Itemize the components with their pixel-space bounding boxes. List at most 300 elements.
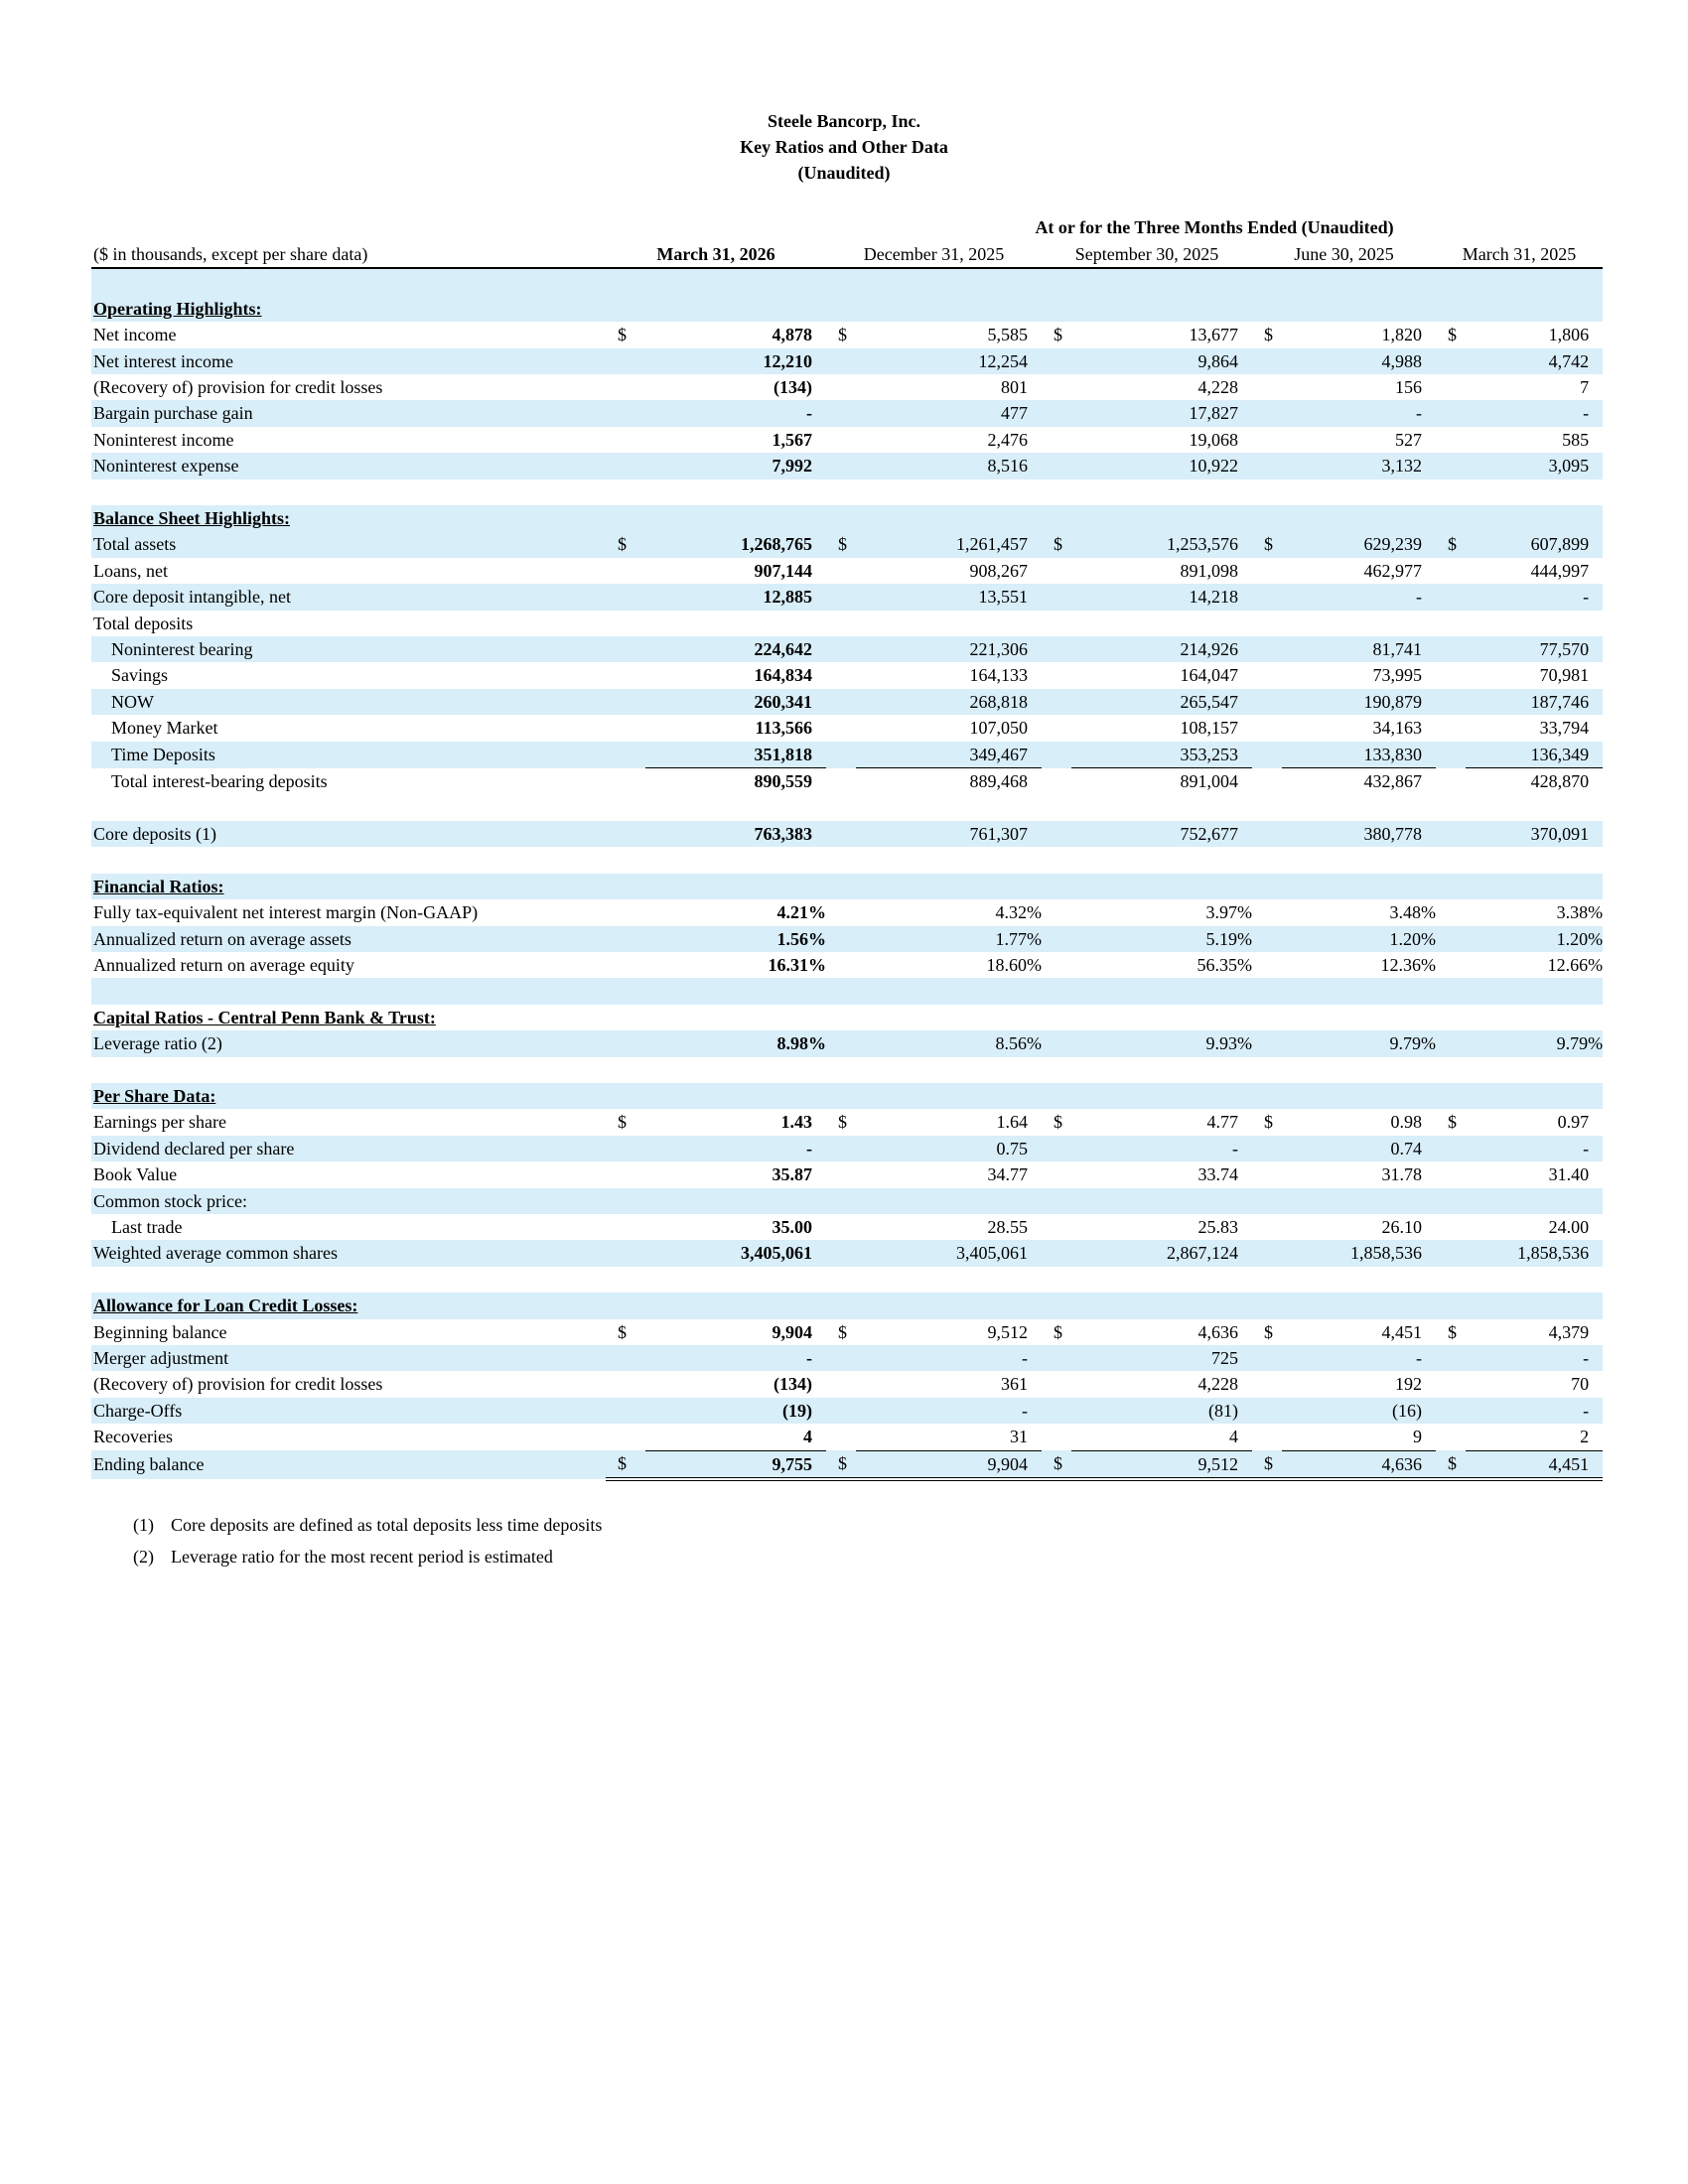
spacer-row [91, 795, 1603, 821]
table-row [91, 558, 1603, 584]
empty-cell [826, 1424, 856, 1450]
row-label: Savings [111, 665, 169, 686]
value-cell: 221,306 [856, 636, 1042, 662]
value-cell: 907,144 [754, 560, 812, 581]
value-cell: 380,778 [1282, 821, 1436, 847]
empty-cell [1436, 1345, 1466, 1371]
value-cell: 4,228 [1197, 377, 1238, 398]
row-label: Noninterest expense [91, 453, 606, 478]
value-cell: 4 [645, 1424, 826, 1450]
empty-cell [1252, 374, 1282, 400]
value-cell: 73,995 [1372, 665, 1422, 686]
empty-cell [1436, 742, 1466, 768]
empty-cell [826, 952, 856, 978]
empty-cell [826, 558, 856, 584]
value-cell: - [856, 1345, 1042, 1371]
empty-cell [1252, 1424, 1282, 1450]
table-row [91, 899, 1603, 925]
empty-cell [606, 1371, 645, 1397]
section-header-row [91, 874, 1603, 899]
value-cell: 4,451 [1466, 1450, 1603, 1479]
value-cell: 12,210 [645, 348, 826, 374]
table-row [91, 611, 1603, 636]
empty-cell [1436, 348, 1466, 374]
value-cell: 1,261,457 [856, 531, 1042, 557]
value-cell: 9,512 [1071, 1450, 1252, 1479]
value-cell: 1.77% [856, 926, 1042, 952]
value-cell: 477 [856, 400, 1042, 426]
value-cell: - [1071, 1136, 1252, 1161]
value-cell: - [1282, 400, 1436, 426]
empty-cell [1042, 715, 1071, 741]
section-header-row [91, 1005, 1603, 1030]
row-label: Noninterest bearing [91, 636, 606, 662]
currency-symbol: $ [618, 325, 627, 345]
value-cell: 761,307 [856, 821, 1042, 847]
row-label: Last trade [111, 1216, 183, 1237]
value-cell: 4.32% [995, 902, 1042, 923]
empty-cell [606, 874, 1603, 899]
value-cell [645, 611, 826, 636]
value-cell: 4,379 [1548, 1321, 1590, 1342]
value-cell: 133,830 [1282, 742, 1436, 768]
value-cell: 24.00 [1548, 1216, 1590, 1237]
empty-cell [1436, 1136, 1466, 1161]
empty-cell [1436, 899, 1466, 925]
table-row [91, 1188, 1603, 1214]
value-cell: 265,547 [1071, 689, 1252, 715]
empty-cell [826, 584, 856, 610]
empty-cell [606, 584, 645, 610]
value-cell: 5,585 [987, 325, 1028, 345]
value-cell: 1,806 [1548, 325, 1590, 345]
currency-symbol: $ [1042, 1450, 1071, 1479]
value-cell: 0.98 [1390, 1112, 1422, 1133]
key-ratios-table [91, 214, 1603, 1481]
empty-cell [1436, 400, 1466, 426]
value-cell: 9,864 [1071, 348, 1252, 374]
value-cell: 70,981 [1539, 665, 1590, 686]
empty-cell [826, 1136, 856, 1161]
empty-cell [826, 742, 856, 768]
value-cell: 13,551 [856, 584, 1042, 610]
value-cell: 5.19% [1071, 926, 1252, 952]
value-cell: 4,878 [772, 325, 812, 345]
value-cell: 14,218 [1071, 584, 1252, 610]
empty-cell [1042, 558, 1071, 584]
value-cell: 4,742 [1466, 348, 1603, 374]
table-row [91, 400, 1603, 426]
value-cell: (134) [774, 1374, 812, 1395]
value-cell: 10,922 [1071, 453, 1252, 478]
value-cell: 4,636 [1197, 1321, 1238, 1342]
footnote [133, 1515, 602, 1536]
table-row [91, 453, 1603, 478]
empty-cell [1042, 348, 1071, 374]
value-cell: 1,253,576 [1071, 531, 1252, 557]
row-label: Merger adjustment [91, 1345, 606, 1371]
table-row [91, 1030, 1603, 1056]
value-cell: 28.55 [987, 1216, 1028, 1237]
column-header-row [91, 240, 1603, 268]
footnote-text: Core deposits are defined as total deposits less time deposits [171, 1515, 603, 1535]
empty-cell [606, 926, 645, 952]
spacer-row [91, 1057, 1603, 1083]
empty-cell [1252, 611, 1282, 636]
currency-symbol: $ [606, 531, 645, 557]
empty-cell [1436, 611, 1466, 636]
currency-symbol: $ [1436, 1450, 1466, 1479]
empty-cell [1042, 1345, 1071, 1371]
empty-cell [826, 1240, 856, 1266]
row-label: (Recovery of) provision for credit losses [93, 377, 383, 398]
empty-cell [606, 1161, 645, 1187]
empty-cell [1252, 348, 1282, 374]
empty-cell [1436, 768, 1466, 795]
table-row [91, 322, 1603, 347]
empty-cell [826, 400, 856, 426]
value-cell: 801 [1001, 377, 1028, 398]
value-cell: 432,867 [1363, 771, 1422, 792]
value-cell: 268,818 [856, 689, 1042, 715]
empty-cell [1252, 1345, 1282, 1371]
value-cell: 9,904 [772, 1321, 812, 1342]
table-row [91, 689, 1603, 715]
section-title: Financial Ratios: [91, 874, 606, 899]
value-cell: 31 [856, 1424, 1042, 1450]
value-cell: 16.31% [768, 954, 826, 975]
empty-cell [1042, 374, 1071, 400]
currency-symbol: $ [1054, 1321, 1062, 1342]
section-title: Operating Highlights: [91, 296, 606, 322]
row-label: Net interest income [91, 348, 606, 374]
value-cell [1282, 1188, 1436, 1214]
empty-cell [606, 715, 645, 741]
empty-cell [606, 1083, 1603, 1109]
row-label: Dividend declared per share [91, 1136, 606, 1161]
table-row [91, 1109, 1603, 1135]
empty-cell [606, 558, 645, 584]
value-cell: - [1466, 400, 1603, 426]
section-header-row [91, 505, 1603, 531]
table-row [91, 531, 1603, 557]
value-cell: 7 [1580, 377, 1590, 398]
currency-symbol: $ [838, 1321, 847, 1342]
table-row [91, 742, 1603, 768]
currency-symbol: $ [1054, 325, 1062, 345]
empty-cell [606, 742, 645, 768]
value-cell: (19) [645, 1398, 826, 1424]
spacer-row [91, 479, 1603, 505]
value-cell: 214,926 [1071, 636, 1252, 662]
value-cell: (81) [1071, 1398, 1252, 1424]
value-cell [1466, 611, 1603, 636]
empty-cell [1252, 899, 1282, 925]
empty-cell [1042, 636, 1071, 662]
row-label: Ending balance [91, 1450, 606, 1479]
empty-cell [1436, 636, 1466, 662]
table-row [91, 1450, 1603, 1479]
column-header: March 31, 2025 [1436, 240, 1603, 268]
value-cell: 3,132 [1282, 453, 1436, 478]
empty-cell [826, 662, 856, 688]
empty-cell [1436, 1398, 1466, 1424]
value-cell: 725 [1071, 1345, 1252, 1371]
currency-symbol: $ [1264, 1112, 1273, 1133]
empty-cell [826, 453, 856, 478]
value-cell: 187,746 [1466, 689, 1603, 715]
empty-cell [826, 1161, 856, 1187]
value-cell: 8.98% [645, 1030, 826, 1056]
company-name: Steele Bancorp, Inc. [768, 111, 920, 131]
row-label: Total assets [91, 531, 606, 557]
empty-cell [1252, 558, 1282, 584]
row-label: Beginning balance [93, 1321, 227, 1342]
value-cell: - [645, 1345, 826, 1371]
empty-cell [1436, 374, 1466, 400]
row-label: Total deposits [93, 613, 194, 633]
value-cell: 1.64 [996, 1112, 1028, 1133]
value-cell: 3,405,061 [645, 1240, 826, 1266]
value-cell: 1,820 [1381, 325, 1422, 345]
empty-cell [1042, 1030, 1071, 1056]
value-cell: 9.79% [1466, 1030, 1603, 1056]
value-cell: 192 [1395, 1374, 1422, 1395]
table-row [91, 636, 1603, 662]
empty-cell [826, 611, 856, 636]
empty-cell [606, 611, 645, 636]
period-heading: At or for the Three Months Ended (Unaudited) [1035, 217, 1394, 237]
row-label: Annualized return on average equity [93, 954, 354, 975]
value-cell: 34.77 [987, 1164, 1028, 1185]
section-header-row [91, 1293, 1603, 1318]
value-cell: 35.87 [772, 1164, 812, 1185]
value-cell: 1.43 [780, 1112, 812, 1133]
empty-cell [1042, 427, 1071, 453]
value-cell: 4,636 [1282, 1450, 1436, 1479]
currency-symbol: $ [1252, 1450, 1282, 1479]
empty-cell [606, 1136, 645, 1161]
value-cell: 136,349 [1466, 742, 1603, 768]
row-label: Time Deposits [91, 742, 606, 768]
empty-cell [606, 636, 645, 662]
value-cell: 0.97 [1557, 1112, 1590, 1133]
spacer-cell [91, 978, 1603, 1004]
empty-cell [1436, 453, 1466, 478]
column-header: December 31, 2025 [826, 240, 1042, 268]
value-cell: 35.00 [772, 1216, 812, 1237]
empty-cell [606, 1214, 645, 1240]
empty-cell [1042, 742, 1071, 768]
value-cell: 1,858,536 [1466, 1240, 1603, 1266]
empty-cell [1436, 1030, 1466, 1056]
empty-cell [1042, 689, 1071, 715]
value-cell: 25.83 [1197, 1216, 1238, 1237]
empty-cell [1042, 611, 1071, 636]
row-label: Book Value [93, 1164, 178, 1185]
value-cell: 585 [1562, 429, 1590, 450]
column-header: September 30, 2025 [1042, 240, 1252, 268]
value-cell: - [1466, 1345, 1603, 1371]
value-cell: 9 [1282, 1424, 1436, 1450]
empty-cell [1436, 926, 1466, 952]
row-label: Recoveries [93, 1427, 173, 1447]
value-cell: 462,977 [1363, 560, 1422, 581]
empty-cell [606, 453, 645, 478]
row-label: Earnings per share [93, 1112, 226, 1133]
row-label: Weighted average common shares [91, 1240, 606, 1266]
empty-cell [1252, 400, 1282, 426]
currency-symbol: $ [1042, 531, 1071, 557]
value-cell: 77,570 [1466, 636, 1603, 662]
empty-cell [606, 400, 645, 426]
currency-symbol: $ [1448, 325, 1457, 345]
value-cell: 164,133 [969, 665, 1028, 686]
column-header: June 30, 2025 [1252, 240, 1436, 268]
value-cell: 9,904 [856, 1450, 1042, 1479]
value-cell: 889,468 [969, 771, 1028, 792]
row-label: Charge-Offs [91, 1398, 606, 1424]
value-cell: 4.21% [776, 902, 826, 923]
value-cell: 444,997 [1530, 560, 1590, 581]
row-label: Core deposits (1) [91, 821, 606, 847]
table-row [91, 584, 1603, 610]
table-row [91, 1214, 1603, 1240]
table-row [91, 952, 1603, 978]
value-cell: 3.97% [1205, 902, 1252, 923]
section-title: Capital Ratios - Central Penn Bank & Trust: [93, 1007, 436, 1027]
value-cell: 4,451 [1381, 1321, 1422, 1342]
value-cell: 2,867,124 [1071, 1240, 1252, 1266]
empty-cell [606, 952, 645, 978]
empty-cell [1436, 1188, 1466, 1214]
empty-cell [1436, 662, 1466, 688]
currency-symbol: $ [838, 1112, 847, 1133]
value-cell [1282, 611, 1436, 636]
value-cell: 26.10 [1381, 1216, 1422, 1237]
empty-cell [1252, 1188, 1282, 1214]
value-cell: 1.20% [1282, 926, 1436, 952]
value-cell: 113,566 [755, 718, 812, 739]
empty-cell [1252, 662, 1282, 688]
empty-cell [826, 1371, 856, 1397]
empty-cell [1252, 636, 1282, 662]
empty-cell [826, 374, 856, 400]
value-cell: - [1466, 1136, 1603, 1161]
value-cell: 0.75 [856, 1136, 1042, 1161]
value-cell: 7,992 [645, 453, 826, 478]
value-cell: 607,899 [1466, 531, 1603, 557]
table-row [91, 1240, 1603, 1266]
spacer-cell [91, 1057, 1603, 1083]
value-cell: 17,827 [1071, 400, 1252, 426]
value-cell: 34,163 [1372, 718, 1422, 739]
value-cell: 2,476 [987, 429, 1028, 450]
value-cell: 56.35% [1196, 954, 1252, 975]
empty-cell [1436, 1424, 1466, 1450]
value-cell: 12.66% [1547, 954, 1604, 975]
value-cell: 224,642 [645, 636, 826, 662]
empty-cell [1252, 1030, 1282, 1056]
empty-cell [1042, 952, 1071, 978]
value-cell [856, 611, 1042, 636]
row-label: Money Market [111, 718, 218, 739]
empty-cell [826, 768, 856, 795]
value-cell: 0.74 [1282, 1136, 1436, 1161]
period-heading-row [91, 214, 1603, 240]
empty-cell [1252, 584, 1282, 610]
value-cell: 752,677 [1071, 821, 1252, 847]
row-label: Annualized return on average assets [91, 926, 606, 952]
empty-cell [1252, 1214, 1282, 1240]
empty-cell [1042, 400, 1071, 426]
empty-cell [1436, 1371, 1466, 1397]
value-cell: 1,858,536 [1282, 1240, 1436, 1266]
value-cell [856, 1188, 1042, 1214]
currency-symbol: $ [1264, 325, 1273, 345]
value-cell: 1.56% [645, 926, 826, 952]
report-subtitle: (Unaudited) [797, 163, 891, 183]
value-cell: 18.60% [986, 954, 1042, 975]
row-label: Bargain purchase gain [91, 400, 606, 426]
value-cell: 891,004 [1180, 771, 1238, 792]
empty-cell [1436, 715, 1466, 741]
empty-cell [606, 296, 1603, 322]
empty-cell [1042, 1424, 1071, 1450]
value-cell: 428,870 [1530, 771, 1590, 792]
empty-cell [1252, 952, 1282, 978]
spacer-cell [91, 795, 1603, 821]
empty-cell [606, 1030, 645, 1056]
value-cell: 4,228 [1197, 1374, 1238, 1395]
value-cell: - [645, 400, 826, 426]
empty-cell [1436, 952, 1466, 978]
spacer-row [91, 978, 1603, 1004]
empty-cell [1252, 926, 1282, 952]
table-row [91, 821, 1603, 847]
currency-symbol: $ [838, 325, 847, 345]
empty-cell [826, 1214, 856, 1240]
empty-cell [1042, 1371, 1071, 1397]
table-row [91, 1136, 1603, 1161]
spacer-cell [91, 268, 1603, 295]
currency-symbol: $ [618, 1112, 627, 1133]
empty-cell [826, 1030, 856, 1056]
value-cell: - [1282, 1345, 1436, 1371]
empty-cell [606, 768, 645, 795]
units-note: ($ in thousands, except per share data) [91, 240, 606, 268]
row-label: Fully tax-equivalent net interest margin (Non-GAAP) [93, 902, 479, 923]
column-header: March 31, 2026 [606, 240, 826, 268]
empty-cell [606, 821, 645, 847]
value-cell [1071, 611, 1252, 636]
empty-cell [1042, 662, 1071, 688]
value-cell: 4,988 [1282, 348, 1436, 374]
table-row [91, 715, 1603, 741]
table-row [91, 1319, 1603, 1345]
empty-cell [1042, 1188, 1071, 1214]
table-row [91, 1424, 1603, 1450]
value-cell: 12,885 [645, 584, 826, 610]
value-cell: 12.36% [1380, 954, 1436, 975]
value-cell: 33,794 [1539, 718, 1590, 739]
value-cell: 190,879 [1282, 689, 1436, 715]
empty-cell [1436, 1161, 1466, 1187]
empty-cell [1252, 1240, 1282, 1266]
table-row [91, 348, 1603, 374]
value-cell: 1,268,765 [645, 531, 826, 557]
value-cell: 81,741 [1282, 636, 1436, 662]
